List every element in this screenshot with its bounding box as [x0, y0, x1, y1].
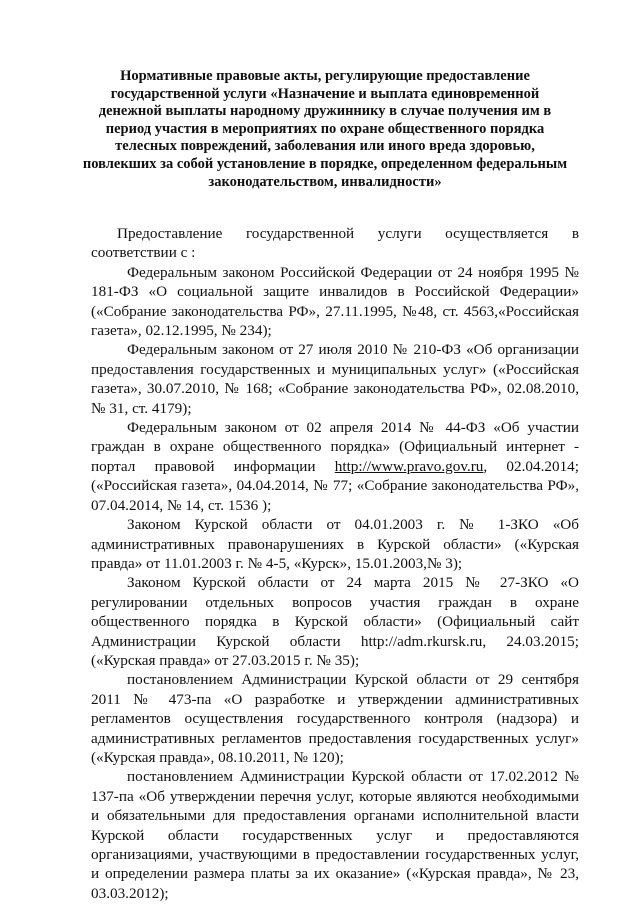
act-fz-44-text-before: Федеральным законом от 02 апреля 2014 № 44-ФЗ «Об участии граждан в охране общественного порядка» (Официальный интернет - портал правовой информации	[91, 419, 579, 475]
act-fz-44-text-after: , 02.04.2014; («Российская газета», 04.04.2014, № 77; «Собрание законодательства РФ», 07.04.2014, № 14, ст. 1536 );	[91, 457, 579, 514]
act-paragraph-pa-137: постановлением Администрации Курской области от 17.02.2012 № 137-па «Об утверждении перечня услуг, которые являются необходимыми и обязательными для предоставления органами исполнительной власти Курской области государственных услуг и предоставляются организациями, участвующими в предоставлении государственных услуг, и определении размера платы за их оказание» («Курская правда», № 23, 03.03.2012);	[91, 768, 579, 902]
act-paragraph-fz-210: Федеральным законом от 27 июля 2010 № 210-ФЗ «Об организации предоставления государственных и муниципальных услуг» («Российская газета», 30.07.2010, № 168; «Собрание законодательства РФ», 02.08.2010, № 31, ст. 4179);	[91, 341, 579, 417]
pravo-gov-link[interactable]: http://www.pravo.gov.ru	[334, 457, 484, 475]
act-paragraph-pa-473: постановлением Администрации Курской области от 29 сентября 2011 № 473-па «О разработке и утверждении административных регламентов осуществления государственного контроля (надзора) и административных регламентов предоставления государственных услуг» («Курская правда», 08.10.2011, № 120);	[91, 671, 579, 766]
act-paragraph-zko-1: Законом Курской области от 04.01.2003 г. № 1-ЗКО «Об административных правонарушениях в Курской области» («Курская правда» от 11.01.2003 г. № 4-5, «Курск», 15.01.2003,№ 3);	[91, 516, 579, 572]
act-paragraph-fz-181: Федеральным законом Российской Федерации от 24 ноября 1995 № 181-ФЗ «О социальной защите инвалидов в Российской Федерации» («Собрание законодательства РФ», 27.11.1995, №48, ст. 4563,«Российская газета», 02.12.1995, № 234);	[91, 263, 579, 340]
document-body	[91, 224, 579, 903]
act-paragraph-zko-27: Законом Курской области от 24 марта 2015 № 27-ЗКО «О регулировании отдельных вопросов участия граждан в охране общественного порядка в Курской области» (Официальный сайт Администрации Курской области http://adm.rkursk.ru, 24.03.2015; («Курская правда» от 27.03.2015 г. № 35);	[91, 574, 579, 669]
act-paragraph-fz-44	[91, 418, 579, 515]
intro-paragraph: Предоставление государственной услуги осуществляется в соответствии с :	[91, 225, 579, 262]
document-title: Нормативные правовые акты, регулирующие предоставление государственной услуги «Назначение и выплата единовременной денежной выплаты народному дружиннику в случае получения им в период участия в мероприятиях по охране общественного порядка телесных повреждений, заболевания или иного вреда здоровью, повлекших за собой установление в порядке, определенном федеральным законодательством, инвалидности»	[82, 68, 568, 190]
